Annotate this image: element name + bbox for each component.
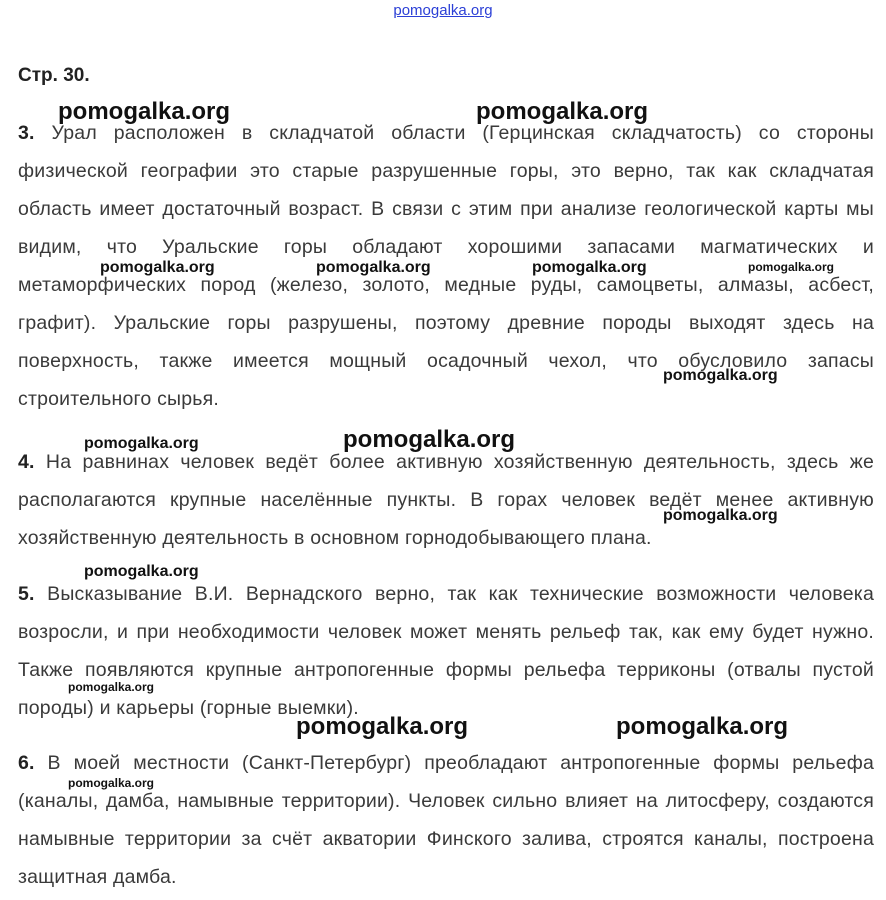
- watermark: pomogalka.org: [476, 98, 649, 125]
- watermark: pomogalka.org: [532, 259, 647, 276]
- paragraph-number: 4.: [18, 451, 35, 473]
- watermark: pomogalka.org: [296, 713, 469, 740]
- watermark: pomogalka.org: [663, 507, 778, 524]
- watermark: pomogalka.org: [68, 680, 155, 694]
- watermark: pomogalka.org: [58, 98, 231, 125]
- watermark: pomogalka.org: [68, 776, 155, 790]
- watermark: pomogalka.org: [84, 563, 199, 580]
- paragraph-text: В моей местности (Санкт-Петербург) преобладают антропогенные формы рельефа (каналы, дамба, намывные территории). Человек сильно влияет на литосферу, создаются намывные территории за счёт акватории Финского залива, строятся каналы, построена защитная дамба.: [18, 752, 874, 888]
- paragraph-number: 3.: [18, 122, 35, 144]
- paragraph-4: [18, 443, 874, 557]
- watermark: pomogalka.org: [316, 259, 431, 276]
- paragraph-6: [18, 744, 874, 896]
- paragraph-text: Высказывание В.И. Вернадского верно, так как технические возможности человека возросли, и при необходимости человек может менять рельеф так, как ему будет нужно. Также появляются крупные антропогенные формы рельефа терриконы (отвалы пустой породы) и карьеры (горные выемки).: [18, 583, 874, 719]
- paragraph-number: 5.: [18, 583, 35, 605]
- watermark: pomogalka.org: [748, 260, 835, 274]
- site-link[interactable]: pomogalka.org: [393, 2, 493, 19]
- paragraph-text: На равнинах человек ведёт более активную хозяйственную деятельность, здесь же располагаются крупные населённые пункты. В горах человек ведёт менее активную хозяйственную деятельность в основном горнодобывающего плана.: [18, 451, 875, 549]
- watermark: pomogalka.org: [343, 426, 516, 453]
- paragraph-5: [18, 575, 874, 727]
- page-number: Стр. 30.: [18, 65, 90, 86]
- watermark: pomogalka.org: [84, 435, 199, 452]
- watermark: pomogalka.org: [663, 367, 778, 384]
- watermark: pomogalka.org: [100, 259, 215, 276]
- paragraph-text: Урал расположен в складчатой области (Герцинская складчатость) со стороны физической географии это старые разрушенные горы, это верно, так как складчатая область имеет достаточный возраст. В связи с этим при анализе геологической карты мы видим, что Уральские горы обладают хорошими запасами магматических и метаморфических пород (железо, золото, медные руды, самоцветы, алмазы, асбест, графит). Уральские горы разрушены, поэтому древние породы выходят здесь на поверхность, также имеется мощный осадочный чехол, что обусловило запасы строительного сырья.: [18, 122, 874, 410]
- watermark: pomogalka.org: [616, 713, 789, 740]
- paragraph-number: 6.: [18, 752, 35, 774]
